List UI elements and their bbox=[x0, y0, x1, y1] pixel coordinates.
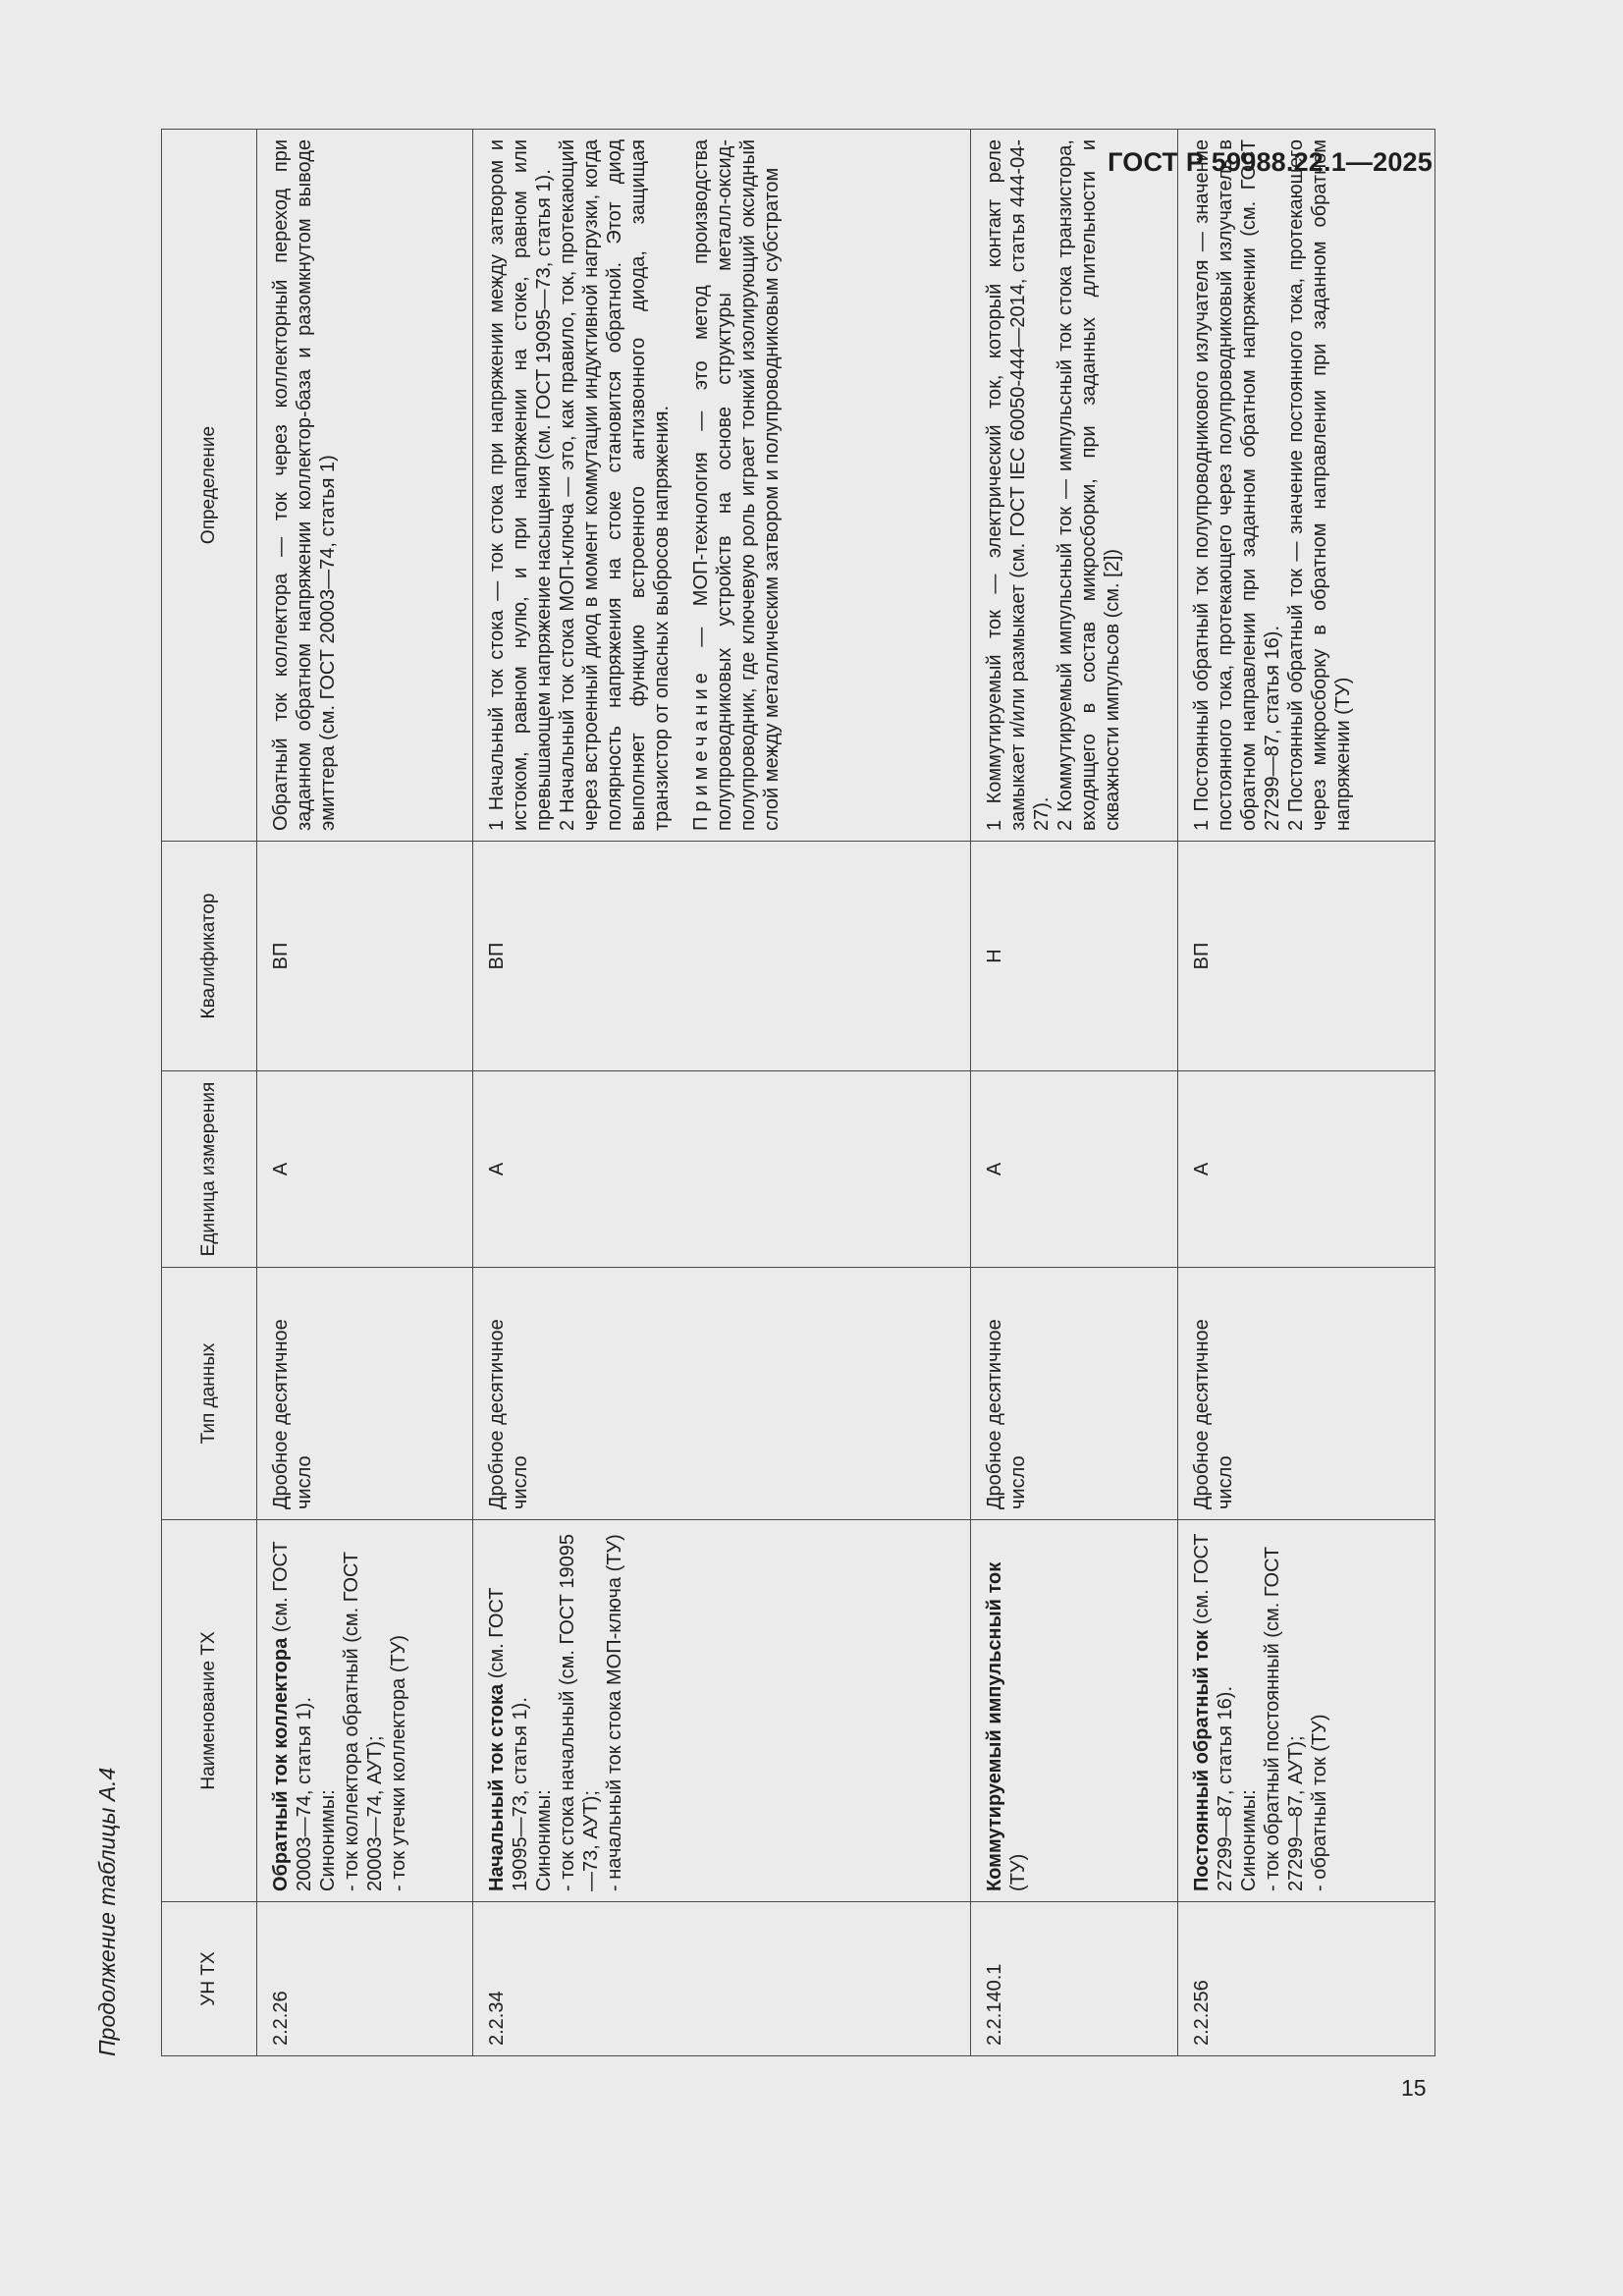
cell-code: 2.2.34 bbox=[473, 1902, 971, 2056]
column-header-data-type: Тип данных bbox=[162, 1268, 257, 1520]
synonym-item: - начальный ток стока МОП-ключа (ТУ) bbox=[604, 1534, 626, 1891]
cell-qualifier: ВП bbox=[1177, 842, 1434, 1071]
cell-code: 2.2.140.1 bbox=[970, 1902, 1177, 2056]
cell-unit: А bbox=[970, 1071, 1177, 1268]
definition-paragraph: 2 Коммутируемый импульсный ток — импульсный ток стока транзистора, входящего в состав микросборки, при заданных длительности и скважности импульсов (см. [2]) bbox=[1054, 139, 1123, 831]
table-row bbox=[1177, 130, 1434, 2056]
cell-definition bbox=[257, 130, 473, 842]
definition-paragraph: Обратный ток коллектора — ток через коллекторный переход при заданном обратном напряжении коллектор-база и разомкнутом выводе эмиттера (см. ГОСТ 20003—74, статья 1) bbox=[270, 139, 339, 831]
synonym-item: - обратный ток (ТУ) bbox=[1308, 1714, 1330, 1891]
cell-code: 2.2.26 bbox=[257, 1902, 473, 2056]
synonyms-label: Синонимы: bbox=[1237, 1789, 1260, 1891]
cell-data-type: Дробное десятичное число bbox=[970, 1268, 1177, 1520]
cell-definition bbox=[1177, 130, 1434, 842]
cell-data-type: Дробное десятичное число bbox=[257, 1268, 473, 1520]
cell-unit: А bbox=[257, 1071, 473, 1268]
term-reference: (ТУ) bbox=[1006, 1853, 1029, 1891]
table-row bbox=[473, 130, 971, 2056]
synonym-item: - ток обратный постоянный (см. ГОСТ 27299—87, АУТ); bbox=[1261, 1546, 1307, 1891]
cell-name bbox=[473, 1520, 971, 1902]
cell-name bbox=[1177, 1520, 1434, 1902]
cell-qualifier: ВП bbox=[473, 842, 971, 1071]
table-caption: Продолжение таблицы А.4 bbox=[94, 1767, 120, 2056]
term-reference: (см. ГОСТ 19095—73, статья 1). bbox=[486, 1587, 532, 1891]
cell-qualifier: ВП bbox=[257, 842, 473, 1071]
note-block bbox=[689, 139, 784, 831]
cell-unit: А bbox=[473, 1071, 971, 1268]
synonym-item: - ток утечки коллектора (ТУ) bbox=[388, 1634, 409, 1891]
table-row bbox=[970, 130, 1177, 2056]
column-header-definition: Определение bbox=[162, 130, 257, 842]
term-reference: (см. ГОСТ 27299—87, статья 16). bbox=[1190, 1533, 1236, 1891]
column-header-code: УН ТХ bbox=[162, 1902, 257, 2056]
cell-data-type: Дробное десятичное число bbox=[473, 1268, 971, 1520]
synonym-item: - ток стока начальный (см. ГОСТ 19095—73, АУТ); bbox=[557, 1534, 603, 1891]
column-header-unit: Единица измерения bbox=[162, 1071, 257, 1268]
cell-name bbox=[970, 1520, 1177, 1902]
page-number: 15 bbox=[1401, 2075, 1427, 2101]
definition-paragraph: 1 Постоянный обратный ток полупроводникового излучателя — значение постоянного тока, протекающего через полупроводниковый излучатель в обратном направлении при заданном обратном напряжении (см. ГОСТ 27299—87, статья 16). bbox=[1190, 139, 1283, 831]
table-body bbox=[257, 130, 1435, 2056]
note-text: — МОП-технология — это метод производства полупроводниковых устройств на основе структуры металл-оксид-полупроводник, где ключевую роль играет тонкий изолирующий оксидный слой между металлическим затвором и полупроводниковым субстратом bbox=[690, 139, 784, 831]
term-reference: (см. ГОСТ 20003—74, статья 1). bbox=[270, 1541, 315, 1891]
column-header-qualifier: Квалификатор bbox=[162, 842, 257, 1071]
table-row bbox=[257, 130, 473, 2056]
definition-paragraph: 2 Начальный ток стока МОП-ключа — это, как правило, ток, протекающий через встроенный диод в момент коммутации индуктивной нагрузки, когда полярность напряжения на стоке становится обратной. Этот диод выполняет функцию встроенного антизвонного диода, защищая транзистор от опасных выбросов напряжения. bbox=[557, 139, 674, 831]
table-header-row bbox=[162, 130, 257, 2056]
term-name: Обратный ток коллектора bbox=[270, 1637, 292, 1891]
column-header-name: Наименование ТХ bbox=[162, 1520, 257, 1902]
cell-data-type: Дробное десятичное число bbox=[1177, 1268, 1434, 1520]
definition-paragraph: 2 Постоянный обратный ток — значение постоянного тока, протекающего через микросборку в обратном направлении при заданном обратном напряжении (ТУ) bbox=[1284, 139, 1354, 831]
standard-code: ГОСТ Р 59988.22.1—2025 bbox=[1108, 147, 1433, 177]
data-table bbox=[161, 129, 1435, 2056]
cell-definition bbox=[473, 130, 971, 842]
synonyms-label: Синонимы: bbox=[533, 1789, 556, 1891]
cell-unit: А bbox=[1177, 1071, 1434, 1268]
cell-definition bbox=[970, 130, 1177, 842]
note-label: Примечание bbox=[690, 668, 713, 831]
synonyms-label: Синонимы: bbox=[317, 1789, 339, 1891]
cell-qualifier: Н bbox=[970, 842, 1177, 1071]
term-name: Постоянный обратный ток bbox=[1190, 1629, 1213, 1891]
definition-paragraph: 1 Коммутируемый ток — электрический ток, который контакт реле замыкает и/или размыкает (см. ГОСТ IEC 60050-444—2014, статья 444-04-27). bbox=[983, 139, 1053, 831]
cell-name bbox=[257, 1520, 473, 1902]
term-name: Коммутируемый импульсный ток bbox=[983, 1561, 1005, 1891]
term-name: Начальный ток стока bbox=[486, 1683, 509, 1891]
definition-paragraph: 1 Начальный ток стока — ток стока при напряжении между затвором и истоком, равном нулю, и при напряжении на стоке, равном или превышающем напряжение насыщения (см. ГОСТ 19095—73, статья 1). bbox=[486, 139, 556, 831]
cell-code: 2.2.256 bbox=[1177, 1902, 1434, 2056]
synonym-item: - ток коллектора обратный (см. ГОСТ 20003—74, АУТ); bbox=[341, 1551, 386, 1891]
